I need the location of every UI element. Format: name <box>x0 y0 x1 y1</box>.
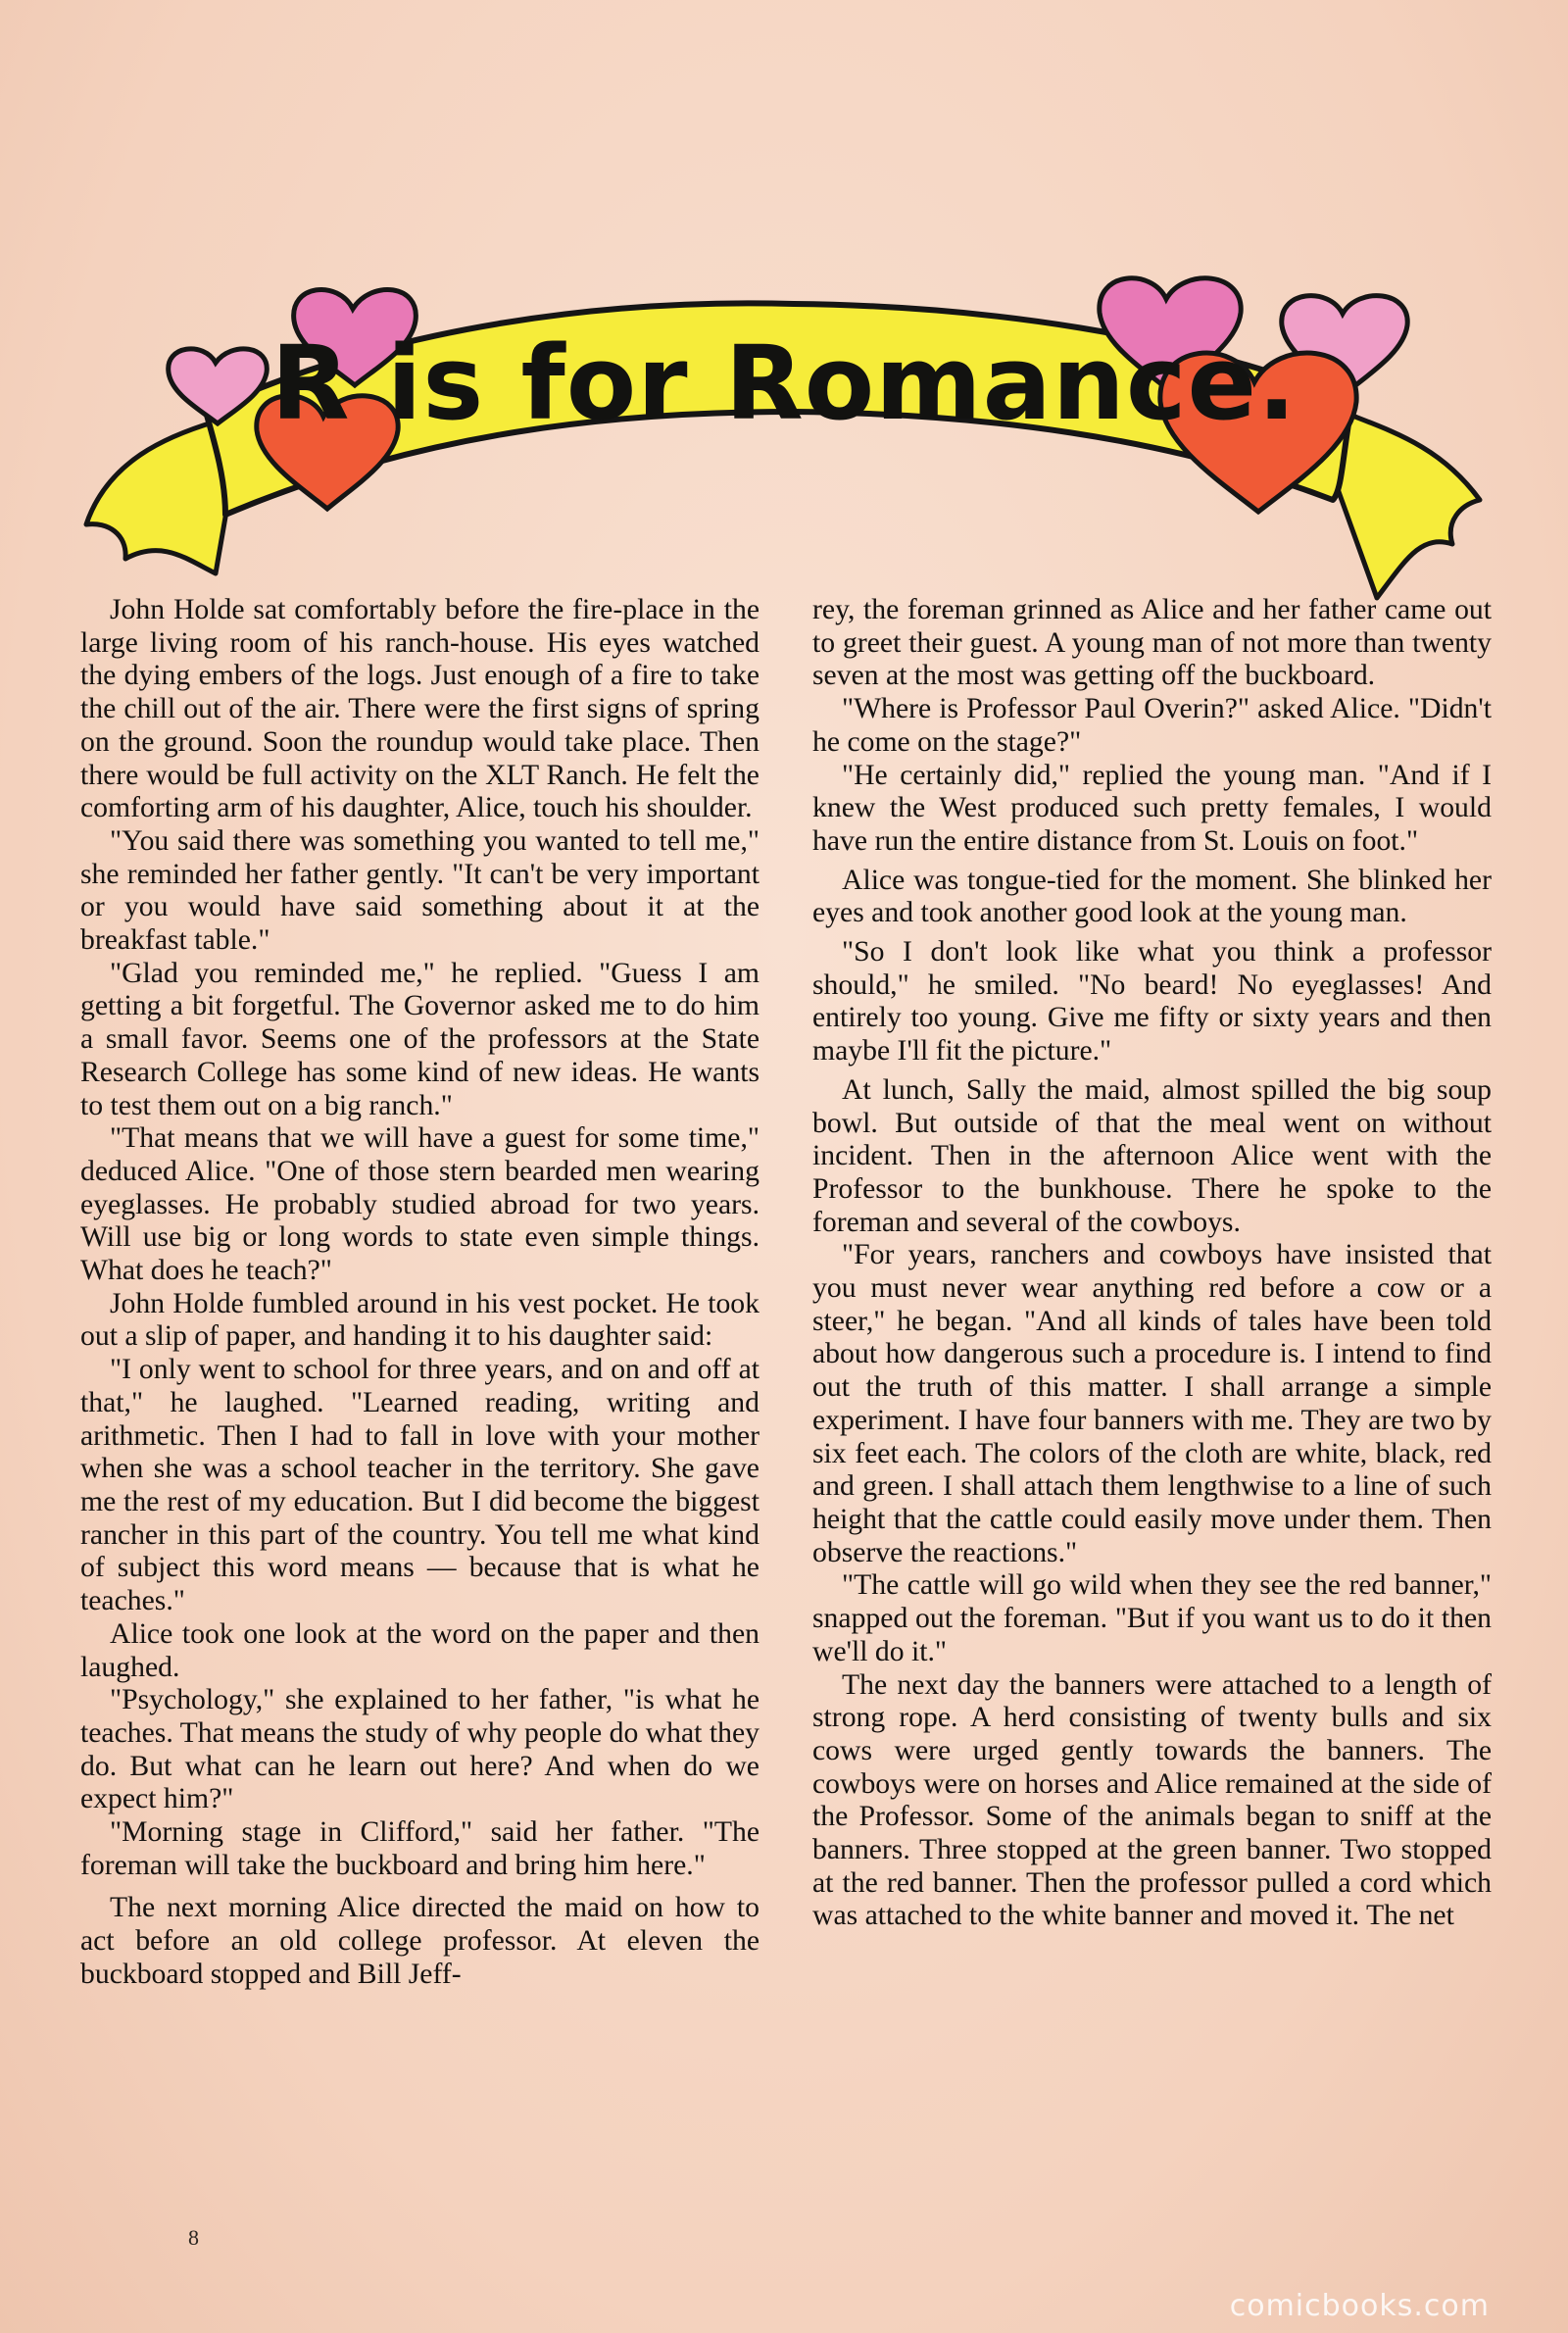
paragraph: The next day the banners were attached to a length of strong rope. A herd consisting of twenty bulls and six cows were urged gently towards the banners. The cowboys were on horses and Alice remained at the side of the Professor. Some of the animals began to sniff at the banners. Three stopped at the green banner. Two stopped at the red banner. Then the professor pulled a cord which was attached to the white banner and moved it. The net <box>812 1668 1492 1932</box>
title-banner <box>69 265 1499 618</box>
banner-title: R is for Romance. <box>270 323 1298 443</box>
paragraph: "He certainly did," replied the young man. "And if I knew the West produced such pretty females, I would have run the entire distance from St. Louis on foot." <box>812 759 1492 857</box>
paragraph: "Psychology," she explained to her father, "is what he teaches. That means the study of why people do what they do. But what can he learn out here? And when do we expect him?" <box>80 1684 760 1815</box>
paragraph: Alice was tongue-tied for the moment. She blinked her eyes and took another good look at the young man. <box>812 864 1492 929</box>
paragraph: "You said there was something you wanted to tell me," she reminded her father gently. "It can't be very important or you would have said something about it at the breakfast table." <box>80 824 760 957</box>
paragraph: The next morning Alice directed the maid on how to act before an old college professor. At eleven the buckboard stopped and Bill Jeff- <box>80 1892 760 1990</box>
paragraph: "Where is Professor Paul Overin?" asked Alice. "Didn't he come on the stage?" <box>812 693 1492 758</box>
page-number: 8 <box>188 2225 199 2250</box>
paragraph: rey, the foreman grinned as Alice and her father came out to greet their guest. A young man of not more than twenty seven at the most was getting off the buckboard. <box>812 594 1492 692</box>
paragraph: "So I don't look like what you think a professor should," he smiled. "No beard! No eyeglasses! And entirely too young. Give me fifty or sixty years and then maybe I'll fit the picture." <box>812 936 1492 1067</box>
paragraph: "That means that we will have a guest for some time," deduced Alice. "One of those stern bearded men wearing eyeglasses. He probably studied abroad for two years. Will use big or long words to state even simple things. What does he teach?" <box>80 1122 760 1287</box>
paragraph: At lunch, Sally the maid, almost spilled the big soup bowl. But outside of that the meal went on without incident. Then in the afternoon Alice went with the Professor to the bunkhouse. There he spoke to the foreman and several of the cowboys. <box>812 1073 1492 1238</box>
story-right-column <box>812 594 1492 2265</box>
paragraph: John Holde fumbled around in his vest pocket. He took out a slip of paper, and handing it to his daughter said: <box>80 1287 760 1353</box>
paragraph: "Morning stage in Clifford," said her father. "The foreman will take the buckboard and bring him here." <box>80 1816 760 1881</box>
watermark: comicbooks.com <box>1229 2289 1490 2323</box>
story-columns <box>80 594 1492 2265</box>
paragraph: Alice took one look at the word on the paper and then laughed. <box>80 1617 760 1683</box>
story-left-column <box>80 594 760 2265</box>
paragraph: John Holde sat comfortably before the fire-place in the large living room of his ranch-house. His eyes watched the dying embers of the logs. Just enough of a fire to take the chill out of the air. There were the first signs of spring on the ground. Soon the roundup would take place. Then there would be full activity on the XLT Ranch. He felt the comforting arm of his daughter, Alice, touch his shoulder. <box>80 594 760 824</box>
paragraph: "The cattle will go wild when they see the red banner," snapped out the foreman. "But if you want us to do it then we'll do it." <box>812 1569 1492 1667</box>
paragraph: "I only went to school for three years, and on and off at that," he laughed. "Learned reading, writing and arithmetic. Then I had to fall in love with your mother when she was a school teacher in the territory. She gave me the rest of my education. But I did become the biggest rancher in this part of the country. You tell me what kind of subject this word means — because that is what he teaches." <box>80 1354 760 1617</box>
paragraph: "For years, ranchers and cowboys have insisted that you must never wear anything red before a cow or a steer," he began. "And all kinds of tales have been told about how dangerous such a procedure is. I intend to find out the truth of this matter. I shall arrange a simple experiment. I have four banners with me. They are two by six feet each. The colors of the cloth are white, black, red and green. I shall attach them lengthwise to a line of such height that the cattle could easily move under them. Then observe the reactions." <box>812 1239 1492 1568</box>
paragraph: "Glad you reminded me," he replied. "Guess I am getting a bit forgetful. The Governor asked me to do him a small favor. Seems one of the professors at the State Research College has some kind of new ideas. He wants to test them out on a big ranch." <box>80 957 760 1121</box>
